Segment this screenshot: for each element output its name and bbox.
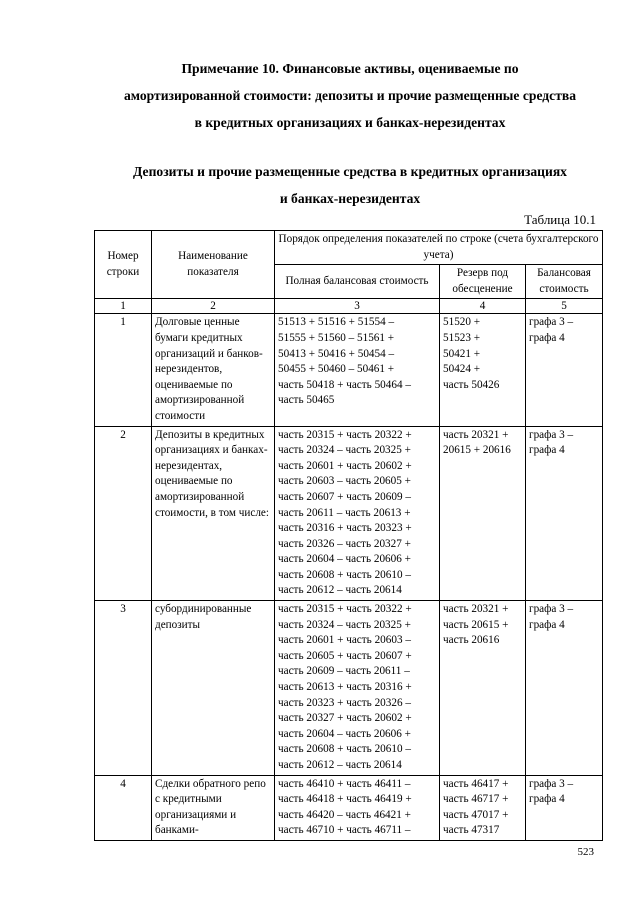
indicator-name: субординированные депозиты <box>152 601 275 776</box>
net-formula: графа 3 – графа 4 <box>526 314 603 426</box>
gross-formula: 51513 + 51516 + 51554 – 51555 + 51560 – 51561 + 50413 + 50416 + 50454 – 50455 + 50460 – 50461 + часть 50418 + часть 50464 – часть 50465 <box>275 314 440 426</box>
net-formula: графа 3 – графа 4 <box>526 775 603 840</box>
table-label: Таблица 10.1 <box>524 212 596 227</box>
header-row-number: Номер строки <box>95 231 152 299</box>
net-formula: графа 3 – графа 4 <box>526 601 603 776</box>
row-number: 4 <box>95 775 152 840</box>
table-row <box>95 314 603 426</box>
column-index: 5 <box>526 299 603 314</box>
column-index: 4 <box>440 299 526 314</box>
header-reserve: Резерв под обесценение <box>440 265 526 299</box>
header-row-1 <box>95 231 603 265</box>
header-indicator-name: Наименование показателя <box>152 231 275 299</box>
note-title-line-1: Примечание 10. Финансовые активы, оцениваемые по <box>181 61 519 76</box>
note-title <box>60 55 640 136</box>
row-number: 2 <box>95 426 152 601</box>
section-title-line-1: Депозиты и прочие размещенные средства в кредитных организациях <box>133 164 567 179</box>
column-index-row <box>95 299 603 314</box>
reserve-formula: 51520 + 51523 + 50421 + 50424 + часть 50426 <box>440 314 526 426</box>
indicator-name: Депозиты в кредитных организациях и банках-нерезидентах, оцениваемые по амортизированной стоимости, в том числе: <box>152 426 275 601</box>
indicator-name: Сделки обратного репо с кредитными организациями и банками- <box>152 775 275 840</box>
header-gross: Полная балансовая стоимость <box>275 265 440 299</box>
reserve-formula: часть 20321 + 20615 + 20616 <box>440 426 526 601</box>
page-number: 523 <box>577 846 594 858</box>
table-row <box>95 775 603 840</box>
table-row <box>95 426 603 601</box>
gross-formula: часть 20315 + часть 20322 + часть 20324 – часть 20325 + часть 20601 + часть 20603 – часть 20605 + часть 20607 + часть 20609 – часть 20611 – часть 20613 + часть 20316 + часть 20323 + часть 20326 – часть 20327 + часть 20602 + часть 20604 – часть 20606 + часть 20608 + часть 20610 – часть 20612 – часть 20614 <box>275 601 440 776</box>
table-row <box>95 601 603 776</box>
net-formula: графа 3 – графа 4 <box>526 426 603 601</box>
section-title-line-2: и банках-нерезидентах <box>279 191 421 206</box>
note-title-line-3: в кредитных организациях и банках-нерезидентах <box>194 115 506 130</box>
column-index: 1 <box>95 299 152 314</box>
indicator-name: Долговые ценные бумаги кредитных организаций и банков-нерезидентов, оцениваемые по амортизированной стоимости <box>152 314 275 426</box>
accounts-table <box>94 230 603 841</box>
reserve-formula: часть 20321 + часть 20615 + часть 20616 <box>440 601 526 776</box>
row-number: 1 <box>95 314 152 426</box>
reserve-formula: часть 46417 + часть 46717 + часть 47017 + часть 47317 <box>440 775 526 840</box>
header-net: Балансовая стоимость <box>526 265 603 299</box>
gross-formula: часть 46410 + часть 46411 – часть 46418 + часть 46419 + часть 46420 – часть 46421 + часть 46710 + часть 46711 – <box>275 775 440 840</box>
column-index: 2 <box>152 299 275 314</box>
gross-formula: часть 20315 + часть 20322 + часть 20324 – часть 20325 + часть 20601 + часть 20602 + часть 20603 – часть 20605 + часть 20607 + часть 20609 – часть 20611 – часть 20613 + часть 20316 + часть 20323 + часть 20326 – часть 20327 + часть 20604 – часть 20606 + часть 20608 + часть 20610 – часть 20612 – часть 20614 <box>275 426 440 601</box>
row-number: 3 <box>95 601 152 776</box>
header-procedure: Порядок определения показателей по строке (счета бухгалтерского учета) <box>275 231 603 265</box>
column-index: 3 <box>275 299 440 314</box>
note-title-line-2: амортизированной стоимости: депозиты и прочие размещенные средства <box>123 88 577 103</box>
section-title <box>60 158 640 212</box>
